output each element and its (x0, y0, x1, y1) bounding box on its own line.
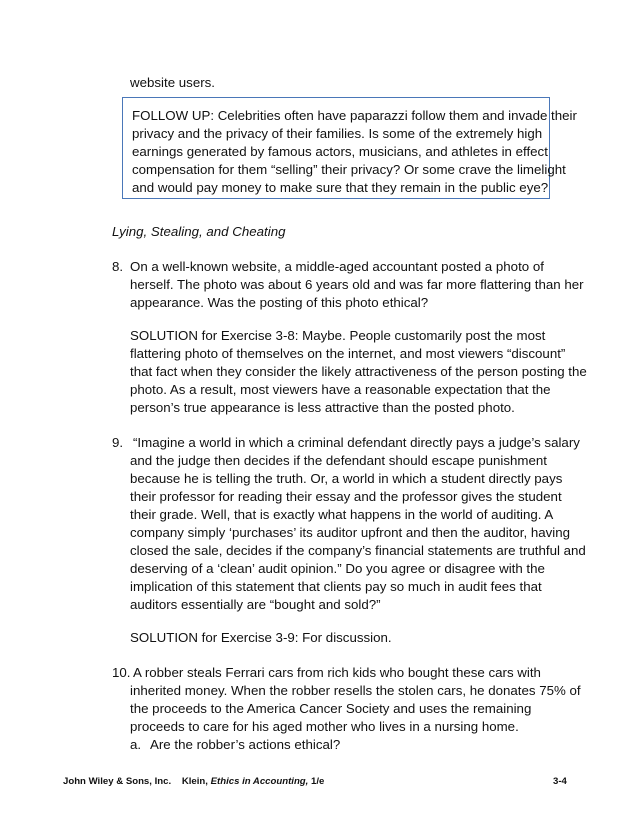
item-10-sub-a: Are the robber’s actions ethical? (150, 737, 341, 752)
item-9-line: “Imagine a world in which a criminal defendant directly pays a judge’s salary (133, 435, 580, 450)
followup-line: privacy and the privacy of their families. Is some of the extremely high (132, 126, 543, 141)
item-9-line: implication of this statement that clients pay so much in audit fees that (130, 579, 542, 594)
item-8-solution-line: that fact when they consider the likely attractiveness of the person posting the (130, 364, 587, 379)
item-9-line: auditors essentially are “bought and sold?” (130, 597, 381, 612)
item-9-line: deserving of a ‘clean’ audit opinion.” Do you agree or disagree with the (130, 561, 545, 576)
item-9-line: and the judge then decides if the defendant should escape punishment (130, 453, 547, 468)
footer-publisher: John Wiley & Sons, Inc. (63, 776, 172, 787)
item-10-line: inherited money. When the robber resells the stolen cars, he donates 75% of (130, 683, 581, 698)
followup-line: compensation for them “selling” their privacy? Or some crave the limelight (132, 162, 566, 177)
item-10-sub-a-marker: a. (130, 737, 142, 752)
item-8-line: On a well-known website, a middle-aged accountant posted a photo of (130, 259, 544, 274)
footer-page-number: 3-4 (553, 776, 567, 787)
item-9-line: their professor for reading their essay and the professor gives the student (130, 489, 562, 504)
item-10-number: 10. (112, 665, 131, 680)
item-9-line: their grade. Well, that is exactly what happens in the world of auditing. A (130, 507, 554, 522)
item-10-line: proceeds to care for his aged mother who lives in a nursing home. (130, 719, 519, 734)
followup-box (122, 97, 577, 199)
item-9-line: because he is telling the truth. Or, a world in which a student directly pays (130, 471, 563, 486)
item-8-line: herself. The photo was about 6 years old and was far more flattering than her (130, 277, 584, 292)
followup-line: earnings generated by famous actors, musicians, and athletes in effect (132, 144, 548, 159)
followup-line: FOLLOW UP: Celebrities often have paparazzi follow them and invade their (132, 108, 577, 123)
followup-line: and would pay money to make sure that they remain in the public eye? (132, 180, 549, 195)
section-heading: Lying, Stealing, and Cheating (112, 224, 286, 239)
item-9-number: 9. (112, 435, 124, 450)
item-8-line: appearance. Was the posting of this photo ethical? (130, 295, 429, 310)
footer-book-title: Ethics in Accounting, (210, 776, 309, 787)
item-9-line: closed the sale, decides if the company’s financial statements are truthful and (130, 543, 586, 558)
item-8-solution-line: SOLUTION for Exercise 3-8: Maybe. People customarily post the most (130, 328, 546, 343)
item-9-line: company simply ‘purchases’ its auditor upfront and then the auditor, having (130, 525, 571, 540)
item-8-solution-line: flattering photo of themselves on the internet, and most viewers “discount” (130, 346, 566, 361)
item-10-line: A robber steals Ferrari cars from rich kids who bought these cars with (133, 665, 541, 680)
item-8-number: 8. (112, 259, 124, 274)
footer-edition: 1/e (311, 776, 325, 787)
intro-line: website users. (130, 75, 215, 90)
item-10-line: the proceeds to the America Cancer Society and uses the remaining (130, 701, 532, 716)
item-9-solution: SOLUTION for Exercise 3-9: For discussion. (130, 630, 392, 645)
item-8-solution-line: person’s true appearance is less attractive than the posted photo. (130, 400, 515, 415)
footer-author: Klein, (181, 776, 208, 787)
footer-left (63, 776, 324, 787)
item-8-solution-line: photo. As a result, most viewers have a reasonable expectation that the (130, 382, 551, 397)
